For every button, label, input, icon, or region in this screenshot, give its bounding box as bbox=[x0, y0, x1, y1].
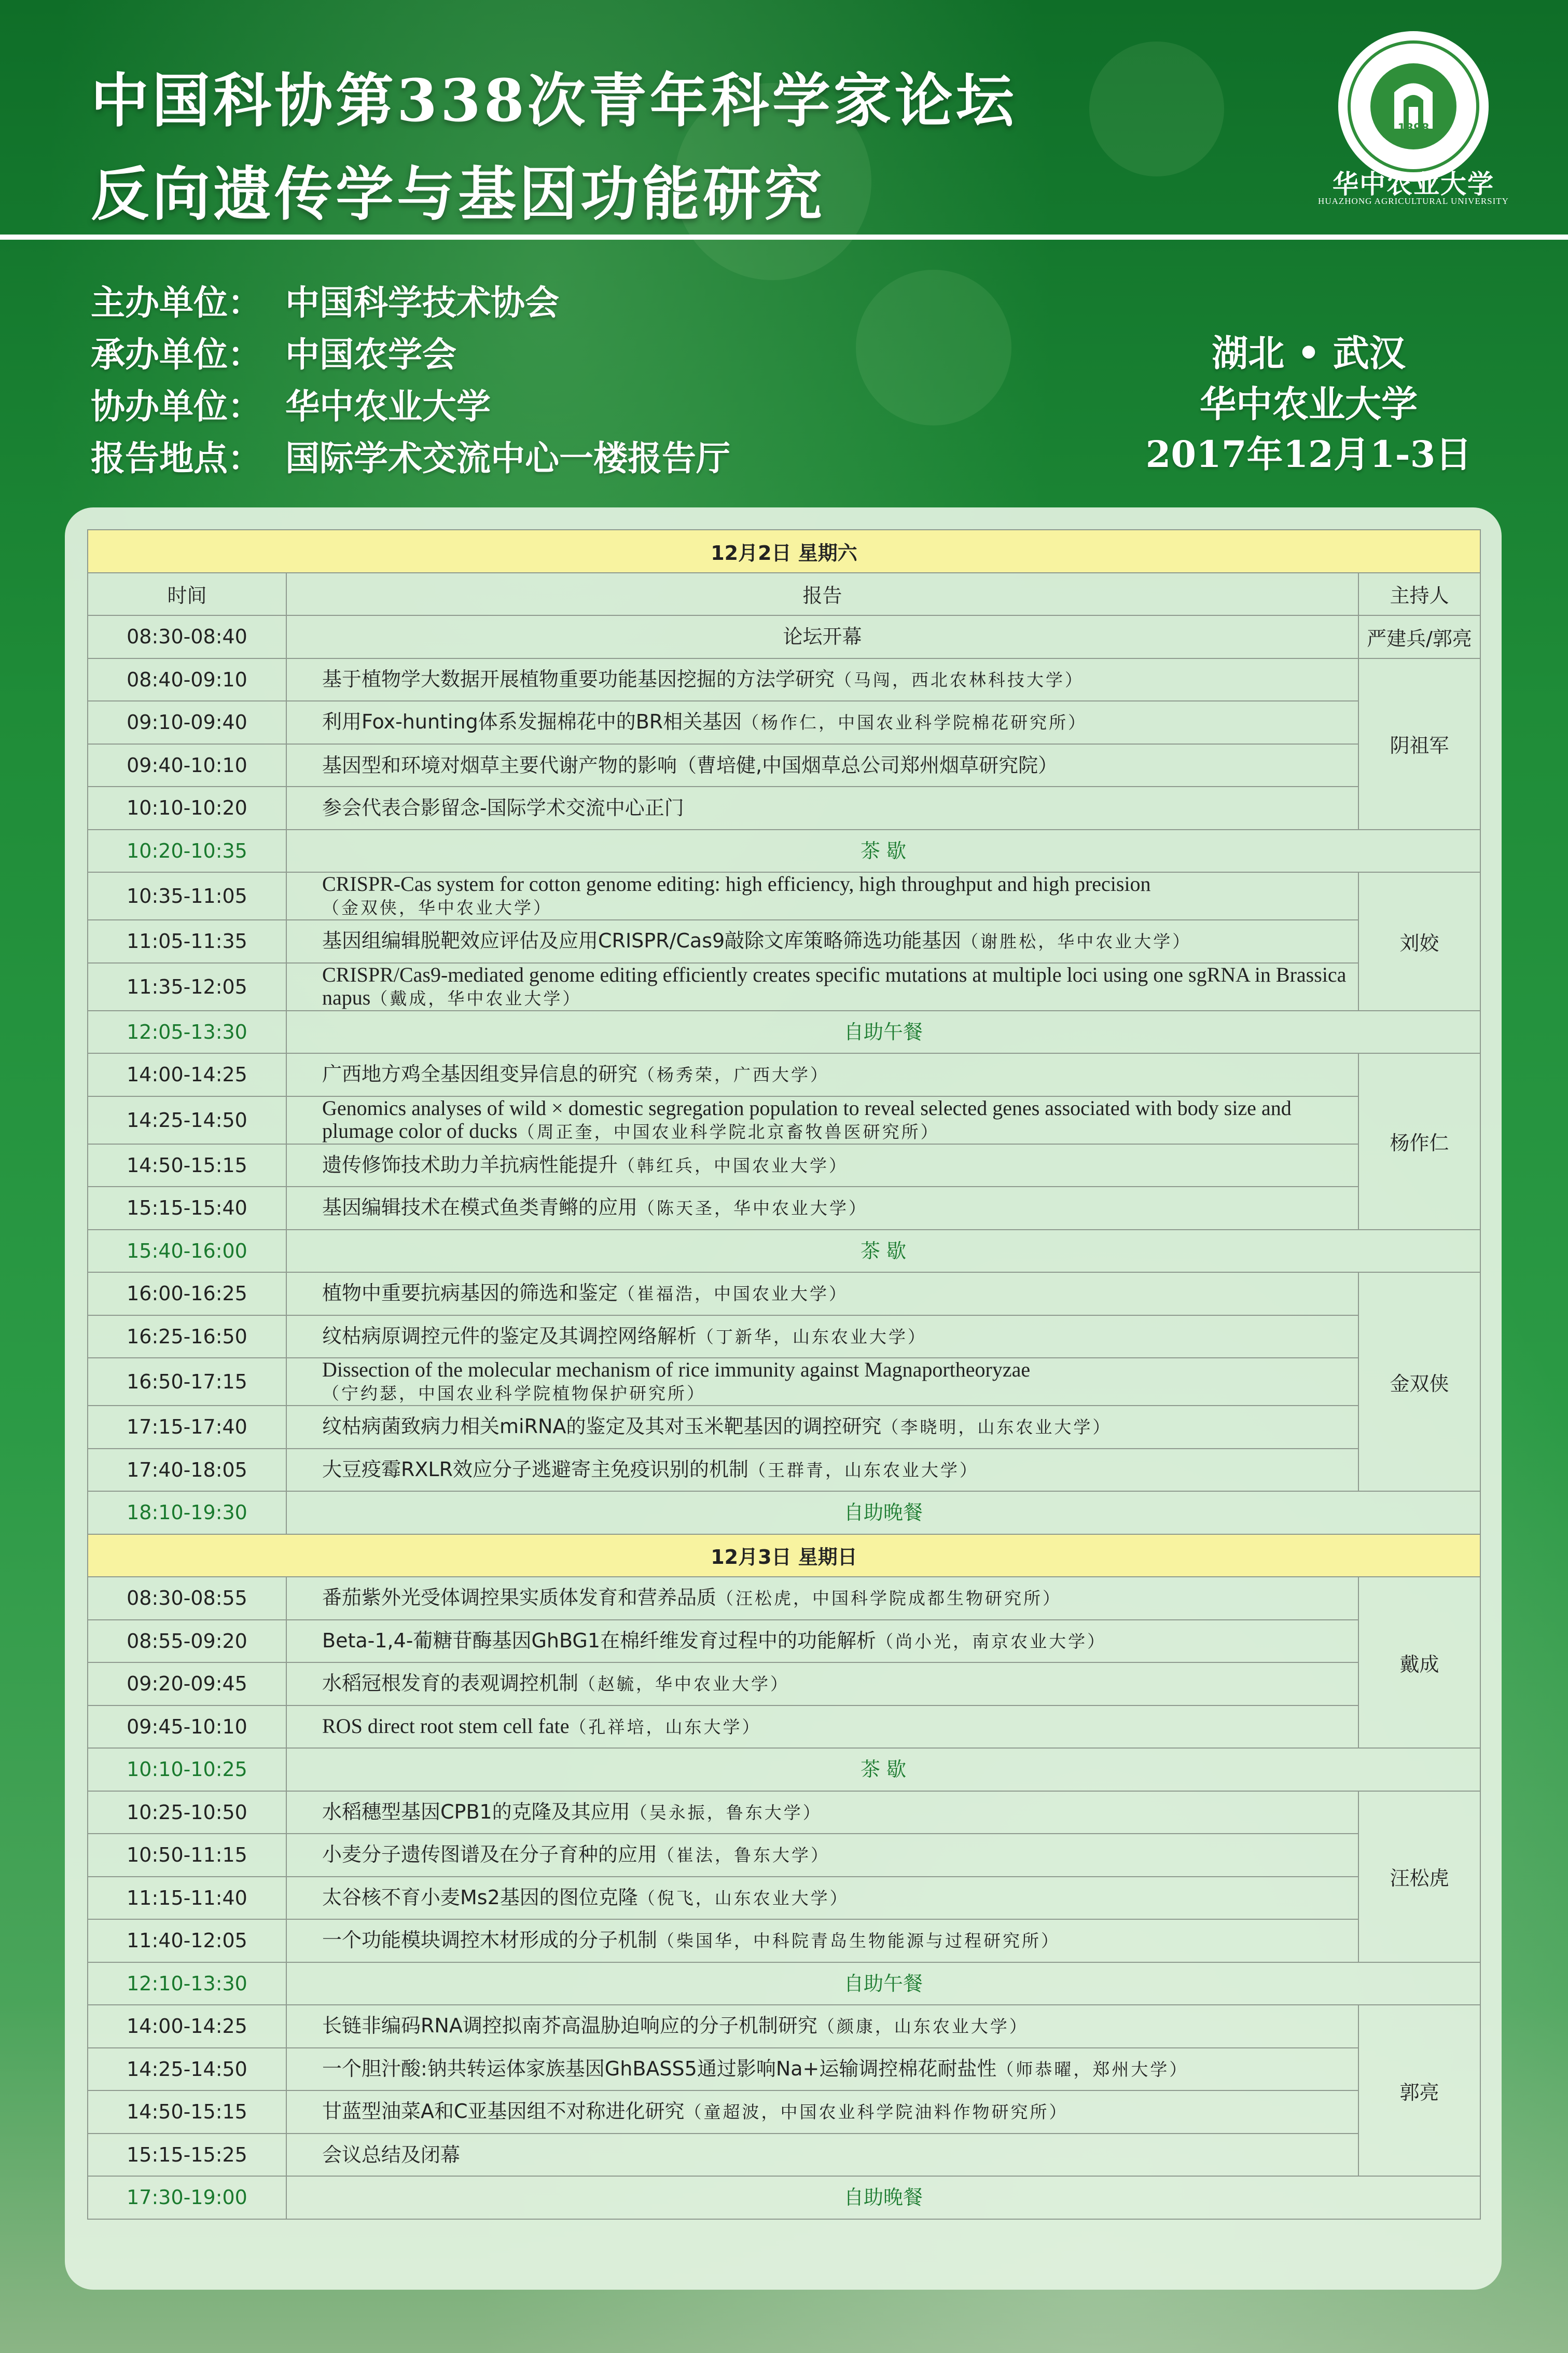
table-row: 10:35-11:05 CRISPR-Cas system for cotton genome editing: high efficiency, high throughput and high precision （金双侠，华中农业大学） 刘姣 bbox=[88, 872, 1480, 920]
forum-title: 中国科协第338次青年科学家论坛 bbox=[91, 67, 1017, 135]
university-name-cn: 华中农业大学 bbox=[1333, 169, 1494, 199]
organizer-undertaker: 承办单位： 中国农学会 bbox=[91, 334, 456, 375]
day-header: 12月3日 星期日 bbox=[88, 1534, 1480, 1577]
session-host: 郭亮 bbox=[1358, 2005, 1480, 2176]
table-row: 17:40-18:05 大豆疫霉RXLR效应分子逃避寄主免疫识别的机制（王群青，山东农业大学） bbox=[88, 1449, 1480, 1492]
event-dates: 2017年12月1-3日 bbox=[1145, 433, 1472, 476]
table-row: 11:15-11:40 太谷核不育小麦Ms2基因的图位克隆（倪飞，山东农业大学） bbox=[88, 1877, 1480, 1920]
break-row: 12:10-13:30 自助午餐 bbox=[88, 1962, 1480, 2005]
day-header: 12月2日 星期六 bbox=[88, 530, 1480, 573]
table-row: 08:30-08:55 番茄紫外光受体调控果实质体发育和营养品质（汪松虎，中国科学院成都生物研究所） 戴成 bbox=[88, 1577, 1480, 1620]
table-row: 14:50-15:15 甘蓝型油菜A和C亚基因组不对称进化研究（童超波，中国农业科学院油料作物研究所） bbox=[88, 2090, 1480, 2134]
background-decoration bbox=[856, 270, 1011, 425]
break-row: 10:10-10:25 茶 歇 bbox=[88, 1748, 1480, 1791]
table-row: 09:45-10:10 ROS direct root stem cell fate（孔祥培，山东大学） bbox=[88, 1705, 1480, 1749]
header-divider bbox=[0, 235, 1568, 240]
location-city: 湖北 • 武汉 bbox=[1212, 332, 1406, 375]
column-time: 时间 bbox=[88, 573, 286, 616]
table-row: 17:15-17:40 纹枯病菌致病力相关miRNA的鉴定及其对玉米靶基因的调控研究（李晓明，山东农业大学） bbox=[88, 1406, 1480, 1449]
table-row: 14:25-14:50 一个胆汁酸:钠共转运体家族基因GhBASS5通过影响Na+运输调控棉花耐盐性（师恭曜，郑州大学） bbox=[88, 2048, 1480, 2091]
venue-line: 报告地点： 国际学术交流中心一楼报告厅 bbox=[91, 438, 730, 478]
session-host: 阴祖军 bbox=[1358, 658, 1480, 830]
table-row: 14:00-14:25 长链非编码RNA调控拟南芥高温胁迫响应的分子机制研究（颜康，山东农业大学） 郭亮 bbox=[88, 2005, 1480, 2048]
table-row: 14:50-15:15 遗传修饰技术助力羊抗病性能提升（韩红兵，中国农业大学） bbox=[88, 1144, 1480, 1187]
poster-header bbox=[0, 0, 1568, 239]
column-header bbox=[88, 573, 1480, 616]
forum-subtitle: 反向遗传学与基因功能研究 bbox=[91, 160, 825, 228]
university-logo bbox=[1338, 31, 1489, 182]
break-row: 12:05-13:30 自助午餐 bbox=[88, 1011, 1480, 1054]
table-row: 16:00-16:25 植物中重要抗病基因的筛选和鉴定（崔福浩，中国农业大学） 金双侠 bbox=[88, 1272, 1480, 1315]
organizer-host: 主办单位： 中国科学技术协会 bbox=[91, 282, 559, 323]
table-row: 08:40-09:10 基于植物学大数据开展植物重要功能基因挖掘的方法学研究（马闯，西北农林科技大学） 阴祖军 bbox=[88, 658, 1480, 701]
table-row: 11:35-12:05 CRISPR/Cas9-mediated genome editing efficiently creates specific mutations at multiple loci using one sgRNA in Brassica napus（戴成，华中农业大学） bbox=[88, 963, 1480, 1011]
break-row: 18:10-19:30 自助晚餐 bbox=[88, 1491, 1480, 1534]
table-row: 09:10-09:40 利用Fox-hunting体系发掘棉花中的BR相关基因（杨作仁，中国农业科学院棉花研究所） bbox=[88, 701, 1480, 744]
session-host: 金双侠 bbox=[1358, 1272, 1480, 1491]
table-row: 11:40-12:05 一个功能模块调控木材形成的分子机制（柴国华，中科院青岛生物能源与过程研究所） bbox=[88, 1919, 1480, 1962]
table-row: 15:15-15:25 会议总结及闭幕 bbox=[88, 2134, 1480, 2177]
break-row: 17:30-19:00 自助晚餐 bbox=[88, 2176, 1480, 2219]
table-row: 11:05-11:35 基因组编辑脱靶效应评估及应用CRISPR/Cas9敲除文库策略筛选功能基因（谢胜松，华中农业大学） bbox=[88, 920, 1480, 963]
table-row: 10:25-10:50 水稻穗型基因CPB1的克隆及其应用（吴永振，鲁东大学） 汪松虎 bbox=[88, 1791, 1480, 1834]
table-row: 10:50-11:15 小麦分子遗传图谱及在分子育种的应用（崔法，鲁东大学） bbox=[88, 1834, 1480, 1877]
location-venue: 华中农业大学 bbox=[1200, 382, 1418, 425]
table-row: 14:00-14:25 广西地方鸡全基因组变异信息的研究（杨秀荣，广西大学） 杨作仁 bbox=[88, 1053, 1480, 1096]
break-row: 10:20-10:35 茶 歇 bbox=[88, 830, 1480, 873]
session-host: 戴成 bbox=[1358, 1577, 1480, 1748]
table-row: 09:40-10:10 基因型和环境对烟草主要代谢产物的影响（曹培健,中国烟草总公司郑州烟草研究院） bbox=[88, 744, 1480, 787]
organizer-co-host: 协办单位： 华中农业大学 bbox=[91, 386, 491, 426]
column-host: 主持人 bbox=[1358, 573, 1480, 616]
table-row: 08:55-09:20 Beta-1,4-葡糖苷酶基因GhBG1在棉纤维发育过程中的功能解析（尚小光，南京农业大学） bbox=[88, 1620, 1480, 1663]
university-name-en: HUAZHONG AGRICULTURAL UNIVERSITY bbox=[1318, 196, 1509, 206]
table-row: 16:25-16:50 纹枯病原调控元件的鉴定及其调控网络解析（丁新华，山东农业大学） bbox=[88, 1315, 1480, 1358]
table-row: 14:25-14:50 Genomics analyses of wild × domestic segregation population to reveal selected genes associated with body size and plumage color of ducks（周正奎，中国农业科学院北京畜牧兽医研究所） bbox=[88, 1096, 1480, 1144]
session-host: 杨作仁 bbox=[1358, 1053, 1480, 1230]
session-host: 刘姣 bbox=[1358, 872, 1480, 1011]
table-row: 08:30-08:40 论坛开幕 严建兵/郭亮 bbox=[88, 615, 1480, 658]
table-row: 10:10-10:20 参会代表合影留念-国际学术交流中心正门 bbox=[88, 787, 1480, 830]
column-talk: 报告 bbox=[286, 573, 1358, 616]
session-host: 汪松虎 bbox=[1358, 1791, 1480, 1962]
table-row: 15:15-15:40 基因编辑技术在模式鱼类青鳉的应用（陈天圣，华中农业大学） bbox=[88, 1187, 1480, 1230]
table-row: 09:20-09:45 水稻冠根发育的表观调控机制（赵毓，华中农业大学） bbox=[88, 1662, 1480, 1705]
schedule-table bbox=[87, 529, 1481, 2220]
break-row: 15:40-16:00 茶 歇 bbox=[88, 1230, 1480, 1273]
table-row: 16:50-17:15 Dissection of the molecular mechanism of rice immunity against Magnaportheoryzae （宁约瑟，中国农业科学院植物保护研究所） bbox=[88, 1358, 1480, 1406]
logo-year: 1898 bbox=[1397, 122, 1430, 135]
